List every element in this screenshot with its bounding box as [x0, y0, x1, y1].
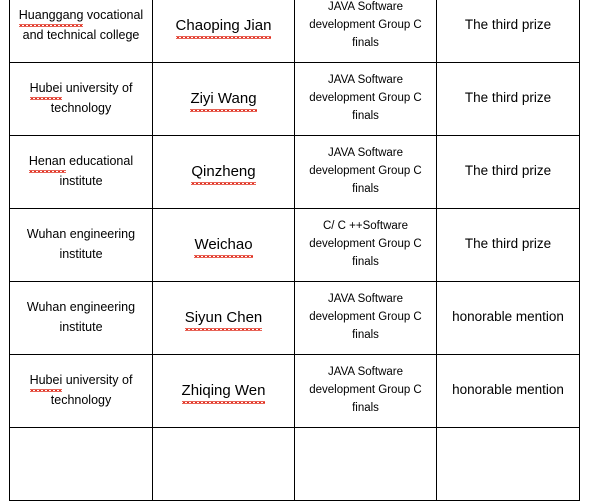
cell-name — [153, 0, 295, 62]
cell-event: JAVA Software development Group C finals — [295, 354, 437, 427]
school-name-part: technology — [50, 393, 112, 408]
cell-event: JAVA Software development Group C finals — [295, 135, 437, 208]
cell-event: JAVA Software development Group C finals — [295, 281, 437, 354]
cell-school — [10, 208, 153, 281]
school-name-part: engineering — [66, 300, 136, 315]
cell-prize: honorable mention — [437, 354, 580, 427]
school-name-part: institute — [59, 319, 103, 334]
cell-prize — [437, 427, 580, 500]
school-name-part: Henan — [29, 152, 66, 172]
school-name-part: Hubei — [30, 371, 63, 391]
participant-name: Siyun Chen — [185, 306, 263, 330]
school-name-part: Wuhan — [26, 227, 67, 242]
award-results-table — [9, 0, 580, 501]
table-row — [10, 354, 580, 427]
cell-school — [10, 354, 153, 427]
school-name-part: Hubei — [30, 79, 63, 99]
school-name-part: technology — [50, 101, 112, 116]
cell-prize: The third prize — [437, 0, 580, 62]
school-name-part: institute — [59, 246, 103, 261]
school-name-part: educational — [65, 153, 134, 168]
cell-name — [153, 208, 295, 281]
table-row — [10, 281, 580, 354]
school-name-part: university of — [62, 372, 133, 387]
school-name-part: and technical college — [22, 28, 140, 43]
cell-name — [153, 135, 295, 208]
participant-name: Chaoping Jian — [176, 14, 272, 38]
cell-prize: honorable mention — [437, 281, 580, 354]
table-row — [10, 427, 580, 500]
cell-school — [10, 0, 153, 62]
cell-prize: The third prize — [437, 62, 580, 135]
cell-name — [153, 427, 295, 500]
school-name-part: engineering — [66, 227, 136, 242]
cell-school — [10, 62, 153, 135]
participant-name: Qinzheng — [191, 160, 255, 184]
school-name-part: Huanggang — [19, 6, 84, 26]
cell-school — [10, 135, 153, 208]
cell-name — [153, 62, 295, 135]
cell-event: JAVA Software development Group C finals — [295, 0, 437, 62]
cell-school — [10, 281, 153, 354]
cell-school — [10, 427, 153, 500]
cell-event: C/ C ++Software development Group C finals — [295, 208, 437, 281]
cell-name — [153, 281, 295, 354]
participant-name: Weichao — [194, 233, 252, 257]
school-name-part: vocational — [83, 7, 144, 22]
cell-name — [153, 354, 295, 427]
participant-name: Zhiqing Wen — [182, 379, 266, 403]
school-name-part: university of — [62, 80, 133, 95]
cell-prize: The third prize — [437, 208, 580, 281]
table-row — [10, 135, 580, 208]
table-row — [10, 208, 580, 281]
cell-event: JAVA Software development Group C finals — [295, 62, 437, 135]
cell-prize: The third prize — [437, 135, 580, 208]
table-row — [10, 0, 580, 62]
table-row — [10, 62, 580, 135]
cell-event — [295, 427, 437, 500]
participant-name: Ziyi Wang — [190, 87, 256, 111]
school-name-part: Wuhan — [26, 300, 67, 315]
school-name-part: institute — [59, 174, 103, 189]
